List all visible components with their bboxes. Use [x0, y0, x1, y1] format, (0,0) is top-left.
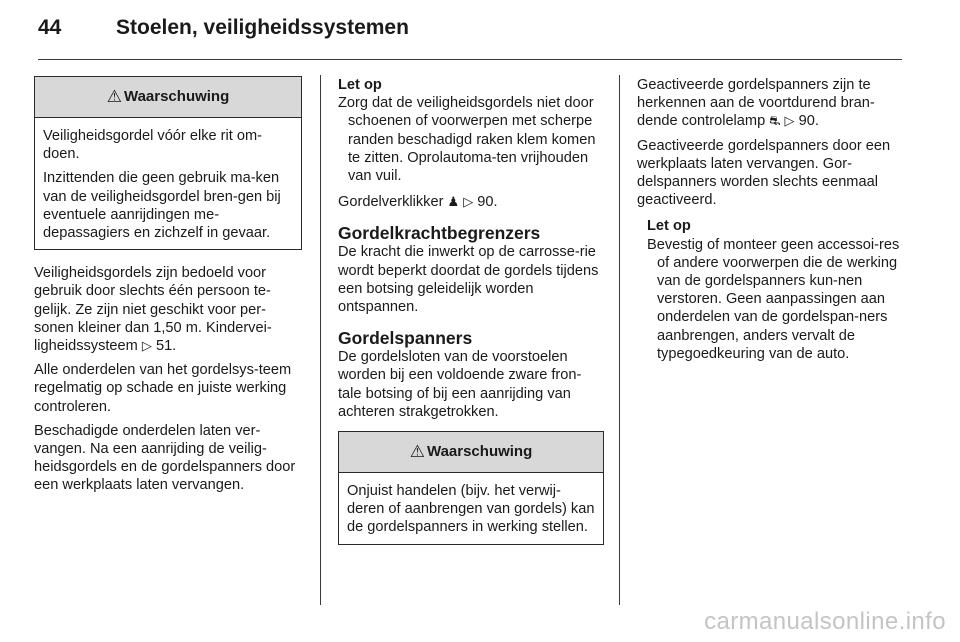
warning-box	[34, 76, 302, 250]
paragraph: Veiligheidsgordels zijn bedoeld voor gebruik door slechts één persoon te-gelijk. Ze zijn niet geschikt voor per-sonen kleiner dan 1,50 m. Kindervei-ligheidssysteem ▷ 51.	[34, 265, 272, 355]
column-divider-2	[619, 75, 620, 605]
page-reference-icon: ▷	[463, 194, 474, 210]
column-1	[34, 76, 302, 501]
warning-text: Inzittenden die geen gebruik ma-ken van de veiligheidsgordel bren-gen bij eventuele aanrijdingen me-depassagiers en zichzelf in gevaar.	[43, 170, 281, 242]
column-2	[338, 76, 604, 545]
warning-body	[35, 118, 301, 249]
warning-title: Waarschuwing	[426, 442, 533, 460]
paragraph: Geactiveerde gordelspanners zijn te herkennen aan de voortdurend bran-dende controlelamp ⛐ ▷ 90.	[637, 77, 875, 130]
paragraph: De gordelsloten van de voorstoelen worden bij een voldoende zware fron-tale botsing of bij een aanrijding van achteren strakgetrokken.	[338, 349, 582, 420]
note-label: Let op	[647, 218, 691, 235]
paragraph: De kracht die inwerkt op de carrosse-rie wordt beperkt doordat de gordels tijdens een botsing geleidelijk worden ontspannen.	[338, 244, 599, 316]
seatbelt-reminder-icon: ♟	[447, 194, 460, 210]
page-header	[38, 16, 409, 48]
note-text: Bevestig of monteer geen accessoi-res of andere voorwerpen die de werking van de gordelspanners kun-nen verstoren. Geen aanpassingen aan onderdelen van de gordelspan-ners aanbrengen, anders vervalt de typegoedkeuring van de auto.	[647, 236, 900, 362]
warning-header	[35, 77, 301, 118]
page-number: 44	[38, 16, 62, 39]
header-divider	[38, 59, 902, 60]
warning-body	[339, 473, 603, 544]
paragraph: Beschadigde onderdelen laten ver-vangen. Na een aanrijding de veilig-heidsgordels en de gordelspanners door een werkplaats laten vervangen.	[34, 422, 296, 494]
note	[637, 217, 905, 363]
paragraph: Alle onderdelen van het gordelsys-teem regelmatig op schade en juiste werking controleren.	[34, 362, 292, 415]
column-divider-1	[320, 75, 321, 605]
page-reference-icon: ▷	[784, 113, 795, 129]
warning-header	[339, 432, 603, 473]
watermark: carmanualsonline.info	[704, 608, 946, 635]
airbag-warning-icon: ⛐	[769, 113, 781, 129]
section-heading: Gordelkrachtbegrenzers	[338, 223, 541, 244]
warning-title: Waarschuwing	[123, 87, 230, 105]
note	[338, 76, 604, 185]
warning-triangle-icon: ⚠	[106, 86, 122, 106]
warning-box	[338, 431, 604, 545]
section-heading: Gordelspanners	[338, 328, 473, 349]
warning-text: Veiligheidsgordel vóór elke rit om-doen.	[43, 128, 263, 163]
column-3	[637, 76, 905, 369]
note-text: Zorg dat de veiligheidsgordels niet door schoenen of voorwerpen met scherpe randen beschadigd raken klem komen te zitten. Oprolautoma-ten vrijhouden van vuil.	[338, 95, 596, 185]
note-label: Let op	[338, 77, 382, 93]
warning-text: Onjuist handelen (bijv. het verwij-deren of aanbrengen van gordels) kan de gordelspanners in werking stellen.	[347, 483, 595, 536]
paragraph: Geactiveerde gordelspanners door een werkplaats laten vervangen. Gor-delspanners worden slechts eenmaal geactiveerd.	[637, 137, 891, 209]
page-title: Stoelen, veiligheidssystemen	[116, 16, 409, 39]
warning-triangle-icon: ⚠	[409, 441, 425, 461]
page-reference-icon: ▷	[141, 338, 152, 354]
paragraph: Gordelverklikker ♟ ▷ 90.	[338, 194, 498, 211]
